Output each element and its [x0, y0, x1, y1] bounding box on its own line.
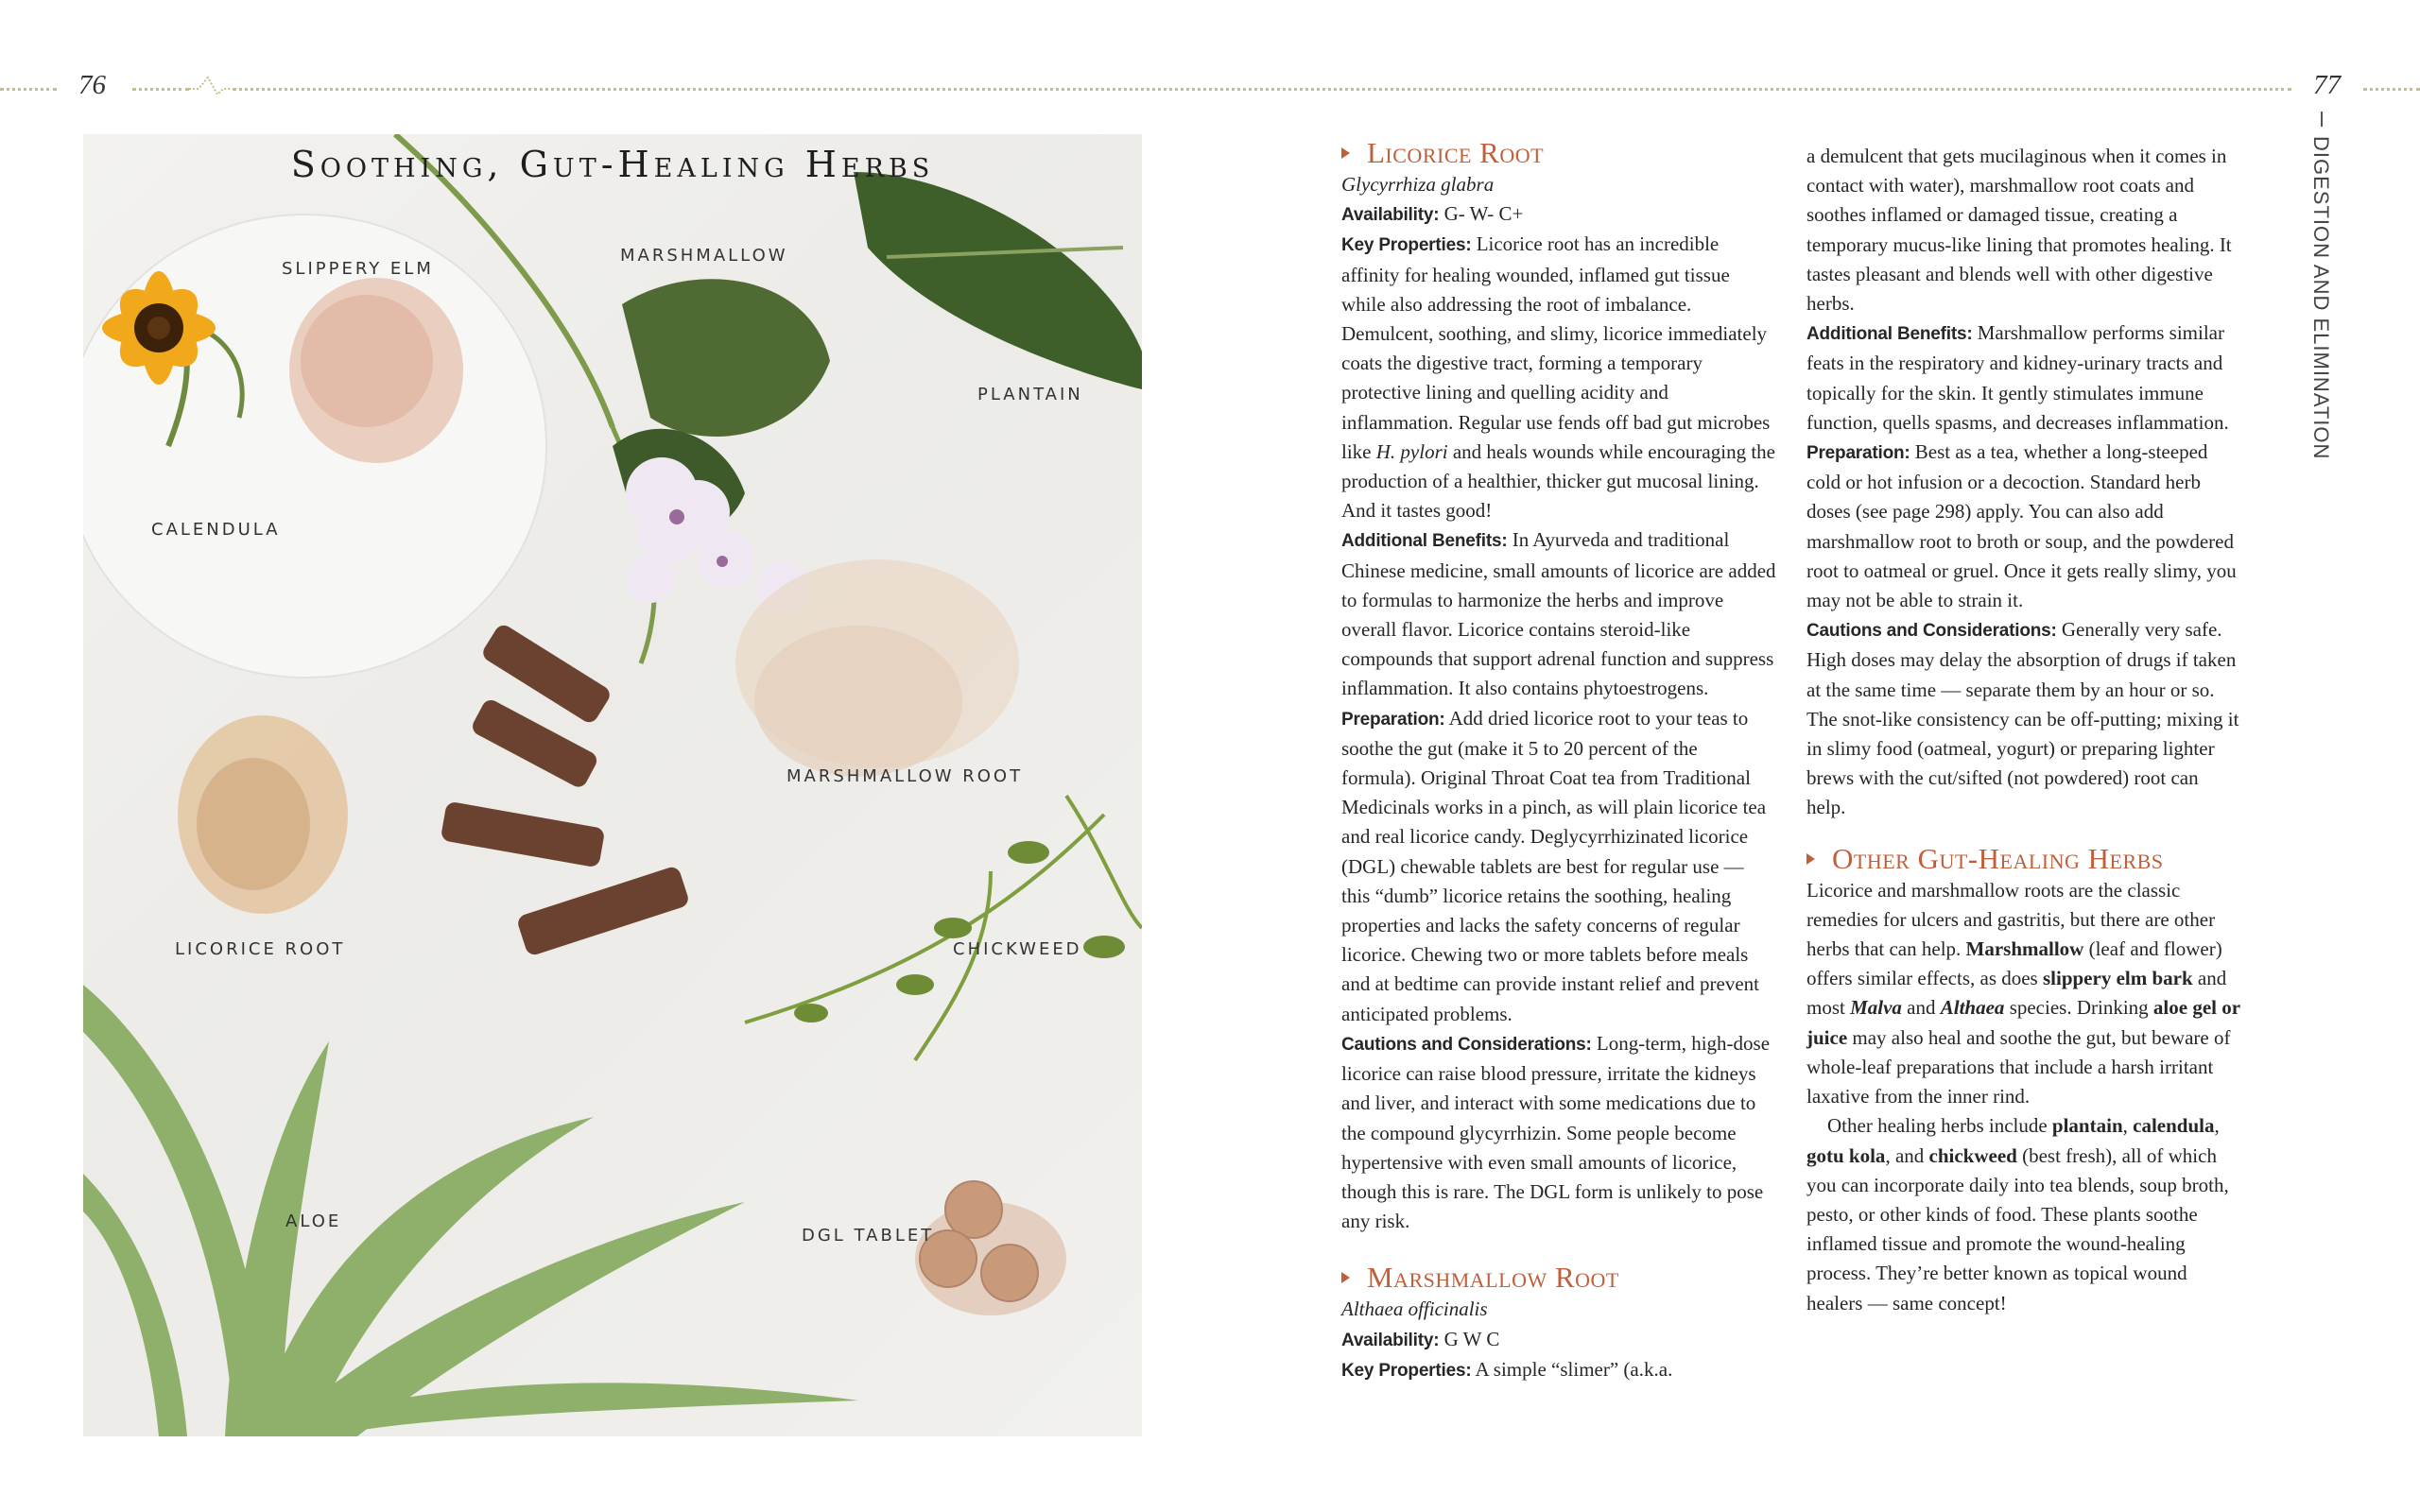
header-rule-right-outer [2363, 88, 2420, 91]
text-column-left [1341, 136, 1776, 1385]
marshmallow-cautions: Cautions and Considerations: Generally very safe. High doses may delay the absorption of drugs if taken at the same time — separate them by an hour or so. The snot-like consistency can be off-putting; mixing it in slimy food (oatmeal, yogurt) or preparing lighter brews with the cut/sifted (not powdered) root can help. [1806, 618, 2239, 819]
licorice-availability: Availability: G- W- C+ [1341, 202, 1524, 226]
other-herbs-heading: Other Gut-Healing Herbs [1806, 842, 2241, 876]
licorice-heading: Licorice Root [1341, 136, 1776, 170]
marshmallow-benefits: Additional Benefits: Marshmallow performs similar feats in the respiratory and kidney-urinary tracts and topically for the skin. It gently stimulates immune function, quells spasms, and decreases inflammation. [1806, 321, 2229, 434]
marshmallow-heading: Marshmallow Root [1341, 1261, 1776, 1295]
left-page-number: 76 [78, 70, 106, 100]
marshmallow-key-properties: Key Properties: A simple “slimer” (a.k.a. [1341, 1357, 1673, 1381]
chapter-title: DIGESTION AND ELIMINATION [2309, 136, 2333, 460]
header-rule-left [132, 88, 189, 91]
header-rule-center [233, 88, 2291, 91]
licorice-latin: Glycyrrhiza glabra [1341, 173, 1495, 196]
chapter-separator [2321, 112, 2323, 127]
marshmallow-leaf [622, 279, 830, 437]
triangle-bullet-icon [1341, 147, 1350, 159]
text-column-right [1806, 142, 2241, 1318]
other-herbs-paragraph-2: Other healing herbs include plantain, calendula, gotu kola, and chickweed (best fresh), all of which you can incorporate daily into tea blends, soup broth, pesto, or other kinds of food. These plants soothe inflamed tissue and promote the wound-healing process. They’re better known as topical wound healers — same concept! [1806, 1114, 2229, 1314]
label-plantain: PLANTAIN [977, 385, 1083, 404]
label-calendula: CALENDULA [151, 520, 281, 540]
header-rule-left-outer [0, 88, 57, 91]
triangle-bullet-icon [1341, 1272, 1350, 1283]
triangle-bullet-icon [1806, 853, 1815, 865]
marshmallow-availability: Availability: G W C [1341, 1327, 1500, 1350]
label-aloe: ALOE [285, 1211, 342, 1231]
label-slippery-elm: SLIPPERY ELM [282, 259, 434, 279]
licorice-preparation: Preparation: Add dried licorice root to your teas to soothe the gut (make it 5 to 20 percent of the formula). Original Throat Coat tea from Traditional Medicinals works in a pinch, as will plain licorice tea and real licorice candy. Deglycyrrhizinated licorice (DGL) chewable tablets are best for regular use — this “dumb” licorice retains the soothing, healing properties and lacks the safety concerns of regular licorice. Chewing two or more tablets before meals and at bedtime can provide instant relief and prevent anticipated problems. [1341, 706, 1767, 1025]
right-page-number: 77 [2313, 70, 2341, 100]
plantain-leaf [854, 172, 1142, 389]
marshmallow-latin: Althaea officinalis [1341, 1297, 1488, 1321]
licorice-key-properties: Key Properties: Licorice root has an incredible affinity for healing wounded, inflamed gut tissue while also addressing the root of imbalance. Demulcent, soothing, and slimy, licorice immediately coats the digestive tract, forming a temporary protective lining and quelling acidity and inflammation. Regular use fends off bad gut microbes like H. pylori and heals wounds while encouraging the production of a healthier, thicker gut mucosal lining. And it tastes good! [1341, 232, 1775, 523]
label-marshmallow-root: MARSHMALLOW ROOT [786, 766, 1024, 786]
marshmallow-key-properties-cont: a demulcent that gets mucilaginous when it comes in contact with water), marshmallow root coats and soothes inflamed or damaged tissue, creating a temporary mucus-like lining that promotes healing. It tastes pleasant and blends well with other digestive herbs. [1806, 145, 2232, 316]
label-dgl-tablet: DGL TABLET [802, 1226, 935, 1246]
licorice-sticks [441, 622, 691, 957]
header-chevron-ornament [183, 74, 233, 100]
aloe-leaves [83, 985, 858, 1436]
marshmallow-preparation: Preparation: Best as a tea, whether a long-steeped cold or hot infusion or a decoction. Standard herb doses (see page 298) apply. You can also add marshmallow root to broth or soup, and the powdered root to oatmeal or gruel. Once it gets really slimy, you may not be able to strain it. [1806, 440, 2237, 612]
licorice-benefits: Additional Benefits: In Ayurveda and traditional Chinese medicine, small amounts of licorice are added to formulas to harmonize the herbs and improve overall flavor. Licorice contains steroid-like compounds that support adrenal function and suppress inflammation. It also contains phytoestrogens. [1341, 528, 1776, 700]
photo-title: Soothing, Gut-Healing Herbs [290, 144, 935, 185]
label-marshmallow: MARSHMALLOW [620, 246, 788, 266]
other-herbs-paragraph-1: Licorice and marshmallow roots are the classic remedies for ulcers and gastritis, but there are other herbs that can help. Marshmallow (leaf and flower) offers similar effects, as does slippery elm bark and most Malva and Althaea species. Drinking aloe gel or juice may also heal and soothe the gut, but beware of whole-leaf preparations that include a harsh irritant laxative from the inner rind. [1806, 878, 2240, 1108]
herb-photo [83, 134, 1142, 1436]
licorice-cautions: Cautions and Considerations: Long-term, high-dose licorice can raise blood pressure, irritate the kidneys and liver, and interact with some medications due to the compound glycyrrhizin. Some people become hypertensive with even small amounts of licorice, though this is rare. The DGL form is unlikely to pose any risk. [1341, 1031, 1771, 1233]
label-licorice-root: LICORICE ROOT [175, 939, 346, 959]
label-chickweed: CHICKWEED [953, 939, 1082, 959]
